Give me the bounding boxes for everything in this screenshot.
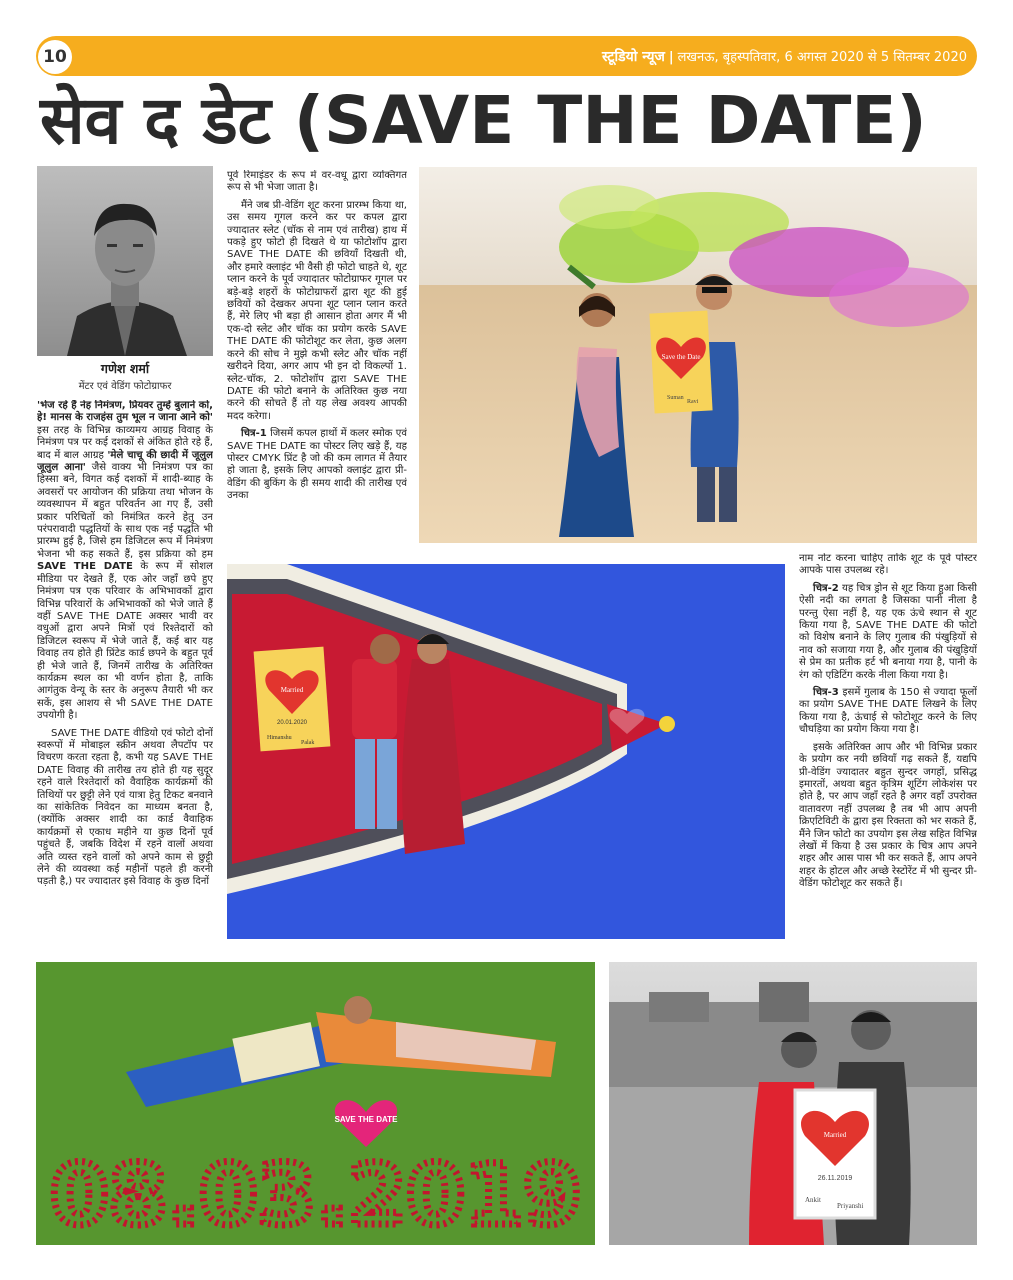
col2-figure-label: चित्र-1 — [241, 428, 267, 440]
dateline: लखनऊ, बृहस्पतिवार, 6 अगस्त 2020 से 5 सितम्बर 2020 — [677, 50, 967, 65]
col3-paragraph-1 — [799, 583, 977, 682]
headline: सेव द डेट (SAVE THE DATE) — [40, 82, 927, 159]
photo-boat-roses — [227, 564, 785, 939]
col1-text-b: जैसे वाक्य भी निमंत्रण पत्र का हिस्सा बने, विगत कई दशकों में शादी-ब्याह के अवसरों पर आयोजन की प्रक्रिया तथा भोजन के व्यवस्थापन में बहुत परिवर्तन आ गए हैं, उसी प्रकार परिचितों को निमंत्रित करने हेतु उन परंपरावादी पद्धतियों के साथ एक नई पद्धति भी प्रारम्भ हुई है, जिसे हम डिजिटल रूप में निमंत्रण भेजना भी कह सकते हैं, इस प्रक्रिया को हम — [37, 462, 213, 560]
col2-paragraph-2 — [227, 428, 407, 502]
col1-text-c: के रूप में सोशल मीडिया पर देखते हैं, एक ओर जहाँ छपे हुए निमंत्रण पत्र एक परिवार के अभिभावकों द्वारा विभिन्न परिवारों के अभिभावकों को भेजे जाते हैं वहीं SAVE THE DATE अक्सर भावी वर वधुओं द्वारा अपने मित्रों एवं रिश्तेदारों को डिजिटल स्वरूप में भेजे जाते हैं, कई बार यह विवाह तय होते ही प्रिंटेड कार्ड छपने के बहुत पूर्व ही भेजे जाते हैं, जिनमें तारीख के अतिरिक्त कार्यक्रम स्थल का भी वर्णन होता है, ताकि आगंतुक वेन्यू के स्तर के अनुरूप तैयारी भी कर सकें, इस आशय से भी SAVE THE DATE उपयोगी है। — [37, 561, 213, 722]
col1-paragraph-1 — [37, 400, 213, 723]
col1-highlight: SAVE THE DATE — [37, 561, 133, 573]
article-column-1 — [37, 400, 213, 960]
col1-paragraph-2: SAVE THE DATE वीडियो एवं फोटो दोनों स्वरूपों में मोबाइल स्क्रीन अथवा लैपटॉप पर विचरण करता रहता है, कभी यह SAVE THE DATE विवाह की तारीख तय होते ही यह सुदूर रहने वाले रिश्तेदारों को वैवाहिक कार्यक्रमों की तिथियों पर छुट्टी लेने एवं यात्रा हेतु टिकट बनवाने का सांकेतिक निवेदन का माध्यम बनता है, (क्योंकि अक्सर शादी का कार्ड वैवाहिक कार्यक्रमों से एकाध महीने या कुछ दिनों पूर्व पहुंचते हैं, जबकि विदेश में रहने वालों अथवा अति व्यस्त रहने वालों को अपने काम से छुट्टी लेने की व्यवस्था कई महीनों पहले ही करनी पड़ती है,) पर ज्यादातर इसे विवाह के कुछ दिनों — [37, 727, 213, 888]
bw-poster-date: 26.11.2019 — [817, 1175, 853, 1182]
author-name: गणेश शर्मा — [100, 361, 150, 376]
poster-name-1: Himanshu — [267, 735, 292, 741]
col3-paragraph-0: नाम नोट करना चाहिए ताकि शूट के पूर्व पोस्टर आपके पास उपलब्ध रहे। — [799, 553, 977, 577]
poster-sub-text: Married — [280, 686, 304, 694]
col2-text: जिसमें कपल हाथों में कलर स्मोक एवं SAVE THE DATE का पोस्टर लिए खड़े हैं, यह पोस्टर CMYK प्रिंट है जो की कम लागत में तैयार हो जाता है, इसके लिए आपको क्लाइंट द्वारा प्री-वेडिंग की बुकिंग के ही समय शादी की तारीख एवं उनका — [227, 428, 407, 502]
masthead-separator: | — [668, 50, 674, 65]
poster-title-text: Save the Date — [661, 353, 701, 361]
col3-paragraph-2 — [799, 687, 977, 737]
col2-paragraph-0: पूर्व रिमाइंडर के रूप में वर-वधू द्वारा व्यक्तिगत रूप से भी भेजा जाता है। — [227, 170, 407, 194]
col3-figure-label-3: चित्र-3 — [813, 687, 839, 699]
col3-figure-label-2: चित्र-2 — [813, 582, 839, 594]
bw-poster-name-a: Ankit — [805, 1196, 821, 1204]
article-column-2 — [227, 170, 407, 552]
lawn-sign-text: SAVE THE DATE — [334, 1115, 398, 1124]
page-number: 10 — [38, 40, 72, 74]
article-column-3 — [799, 553, 977, 963]
col1-quote: 'भेज रहे हैं नेह निमंत्रण, प्रियवर तुम्हें बुलाने को, हे! मानस के राजहंस तुम भूल न जाना आने को' — [37, 400, 213, 424]
author-role: मेंटर एवं वेडिंग फोटोग्राफर — [78, 381, 172, 392]
brand-name: स्टूडियो न्यूज — [601, 49, 665, 65]
bw-poster-name-b: Priyanshi — [837, 1202, 864, 1210]
author-photo — [37, 166, 213, 356]
col3-text-1: यह चित्र ड्रोन से शूट किया हुआ किसी ऐसी नदी का लगता है जिसका पानी नीला है परन्तु ऐसा नहीं है, यह एक ऊंचे स्थान से शूट किया गया है, SAVE THE DATE की फोटो को विशेष बनाने के लिए गुलाब की पंखुड़ियों से नाव को सजाया गया है, और गुलाब की पंखुड़ियों से प्रेम का प्रतीक हर्ट भी बनाया गया है, पानी के रंग को एडिटिंग करके नीला किया गया है। — [799, 582, 977, 681]
col1-quote-2: 'मेले चाचू की छादी में जूलुल जूलुल आना' — [37, 449, 213, 474]
bw-poster-married: Married — [823, 1131, 847, 1139]
poster-name-a: Suman — [667, 395, 684, 401]
poster-name-b: Ravi — [687, 399, 699, 405]
masthead — [602, 47, 967, 66]
rose-petal-date: 08.03.2019 — [50, 1146, 582, 1244]
poster-name-2: Palak — [301, 740, 315, 746]
photo-lawn-rose-date — [36, 962, 595, 1245]
col1-text-a: इस तरह के विभिन्न काव्यमय आग्रह विवाह के निमंत्रण पत्र पर कई दशकों से अंकित होते रहे हैं, बाद में बाल आग्रह — [37, 424, 213, 461]
photo-ghat-couple — [609, 962, 977, 1245]
photo-desert-couple — [419, 167, 977, 543]
poster-date-text: 20.01.2020 — [276, 720, 308, 726]
col3-text-2: इसमें गुलाब के 150 से ज्यादा फूलों का प्रयोग SAVE THE DATE लिखने के लिए किया गया है, ऊंचाई से फोटोशूट करने के लिए चौघड़िया का प्रयोग किया गया है। — [799, 687, 977, 736]
col3-paragraph-3: इसके अतिरिक्त आप और भी विभिन्न प्रकार के प्रयोग कर नयी छवियाँ गढ़ सकते हैं, यद्यपि प्री-वेडिंग ज्यादातर बहुत सुन्दर जगहों, प्रसिद्ध इमारतों, अथवा बहुत कृत्रिम शूटिंग लोकेशंस पर होते है, पर आप जहाँ रहते है अगर वहाँ उपरोक्त वातावरण नहीं उपलब्ध है तब भी आप अपनी क्रिएटिविटी के द्वारा इस रिक्तता को भर सकते हैं, मैंने जिन फोटो का उपयोग इस लेख सहित विभिन्न लेखों में किया है उस प्रकार के चित्र आप अपने शहर और आस पास भी कर सकते हैं, आप अपने शहर के होटल और अच्छे रेस्टोरेंट में भी सुन्दर प्री-वेडिंग फोटोशूट कर सकते हैं। — [799, 741, 977, 890]
col2-paragraph-1: मैंने जब प्री-वेडिंग शूट करना प्रारम्भ किया था, उस समय गूगल करने कर पर कपल द्वारा ज्यादातर स्लेट (चॉक से नाम एवं तारीख) हाथ में पकड़े हुए फोटो ही दिखते थे या फोटोशॉप द्वारा SAVE THE DATE की छवियाँ दिखती थी, और हमारे क्लाइंट भी वैसी ही फोटो चाहते थे, शूट प्लान करने के पूर्व ज्यादातर फोटोग्राफर गूगल पर बड़े-बड़े शहरों के फोटोग्राफरों द्वारा शूट की हुई छवियों को देखकर अपना शूट प्लान प्लान करते हैं, मेरे लिए भी बड़ा ही आसान होता अगर मैं भी एक-दो स्लेट और चॉक का प्रयोग करके SAVE THE DATE की फोटोशूट कर लेता, कुछ अलग करने की सोच ने मुझे कभी स्लेट और चॉक नहीं खरीदने दिया, अगर आप भी इन दो विकल्पों 1. स्लेट-चॉक, 2. फोटोशॉप द्वारा SAVE THE DATE की फोटो बनाने के अतिरिक्त कुछ नया करने की सोचते हैं तो यह लेख अवश्य आपकी मदद करेगा। — [227, 199, 407, 422]
